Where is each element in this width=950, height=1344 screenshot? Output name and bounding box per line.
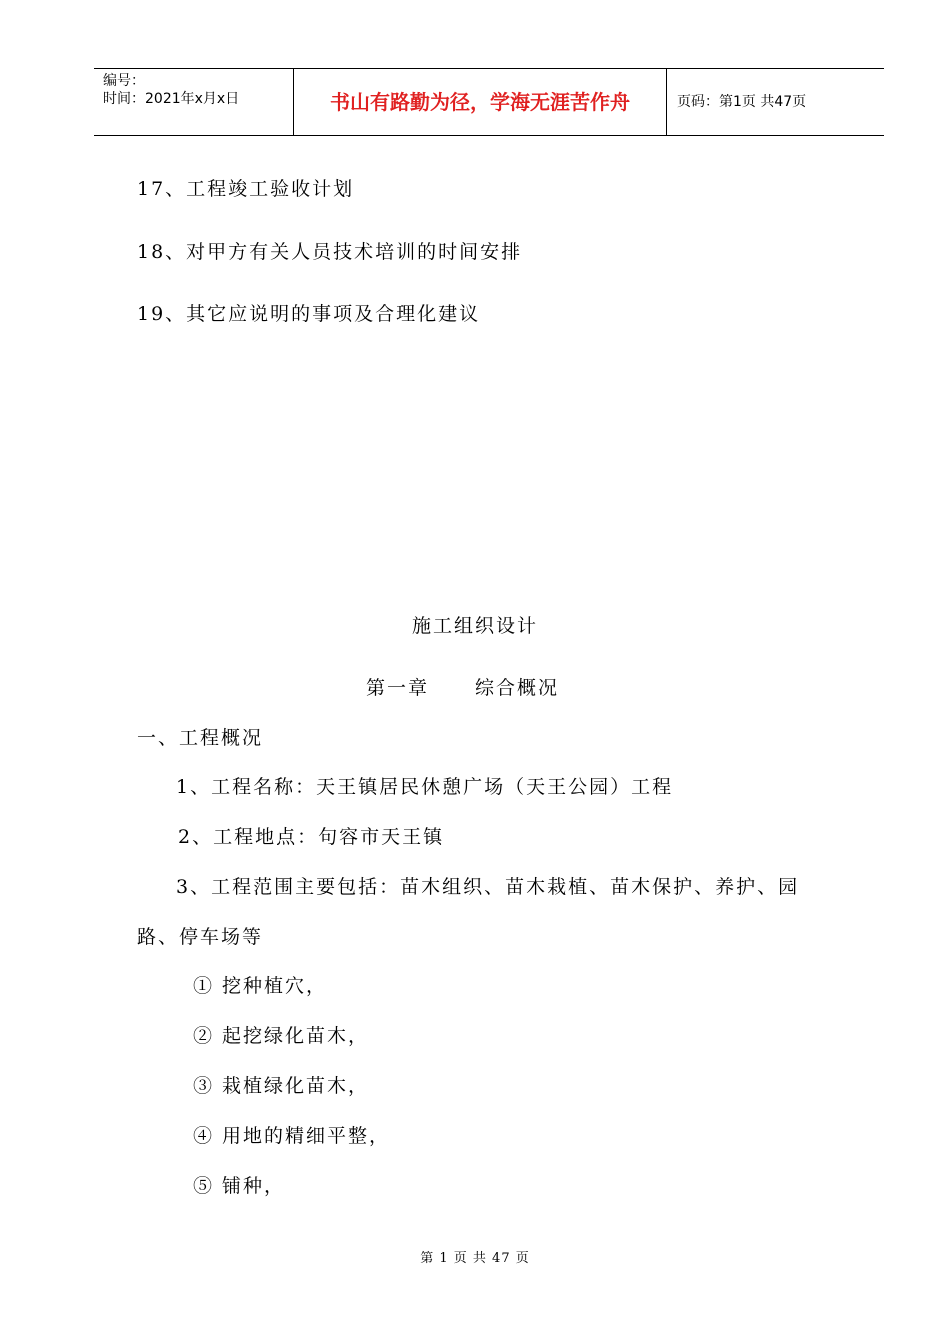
document-date: 时间：2021年x月x日 bbox=[103, 91, 240, 107]
header-motto: 书山有路勤为径，学海无涯苦作舟 bbox=[294, 69, 667, 135]
section-heading: 一、工程概况 bbox=[137, 727, 264, 749]
list-item: ④ 用地的精细平整， bbox=[193, 1125, 391, 1147]
list-item: ② 起挖绿化苗木， bbox=[193, 1025, 370, 1047]
list-item: ③ 栽植绿化苗木， bbox=[193, 1075, 370, 1097]
document-title: 施工组织设计 bbox=[411, 615, 538, 637]
header-meta-cell bbox=[94, 69, 294, 135]
page-footer: 第 1 页 共 47 页 bbox=[420, 1251, 530, 1266]
chapter-heading bbox=[366, 676, 559, 700]
list-item: ① 挖种植穴， bbox=[193, 975, 328, 997]
paragraph-project-name: 1、工程名称：天王镇居民休憩广场（天王公园）工程 bbox=[176, 776, 674, 798]
chapter-number: 第一章 bbox=[366, 677, 430, 699]
paragraph-project-location: 2、工程地点：句容市天王镇 bbox=[178, 826, 445, 848]
list-item-18: 18、对甲方有关人员技术培训的时间安排 bbox=[137, 241, 523, 263]
list-item-17: 17、工程竣工验收计划 bbox=[137, 178, 355, 200]
document-number-label: 编号： bbox=[103, 73, 145, 89]
page-header bbox=[94, 68, 884, 136]
paragraph-project-scope: 3、工程范围主要包括：苗木组织、苗木栽植、苗木保护、养护、园 bbox=[176, 876, 800, 898]
paragraph-project-scope-cont: 路、停车场等 bbox=[137, 926, 264, 948]
list-item: ⑤ 铺种， bbox=[193, 1175, 286, 1197]
header-page-info: 页码：第1页 共47页 bbox=[677, 94, 807, 110]
chapter-title: 综合概况 bbox=[475, 677, 560, 699]
list-item-19: 19、其它应说明的事项及合理化建议 bbox=[137, 303, 481, 325]
